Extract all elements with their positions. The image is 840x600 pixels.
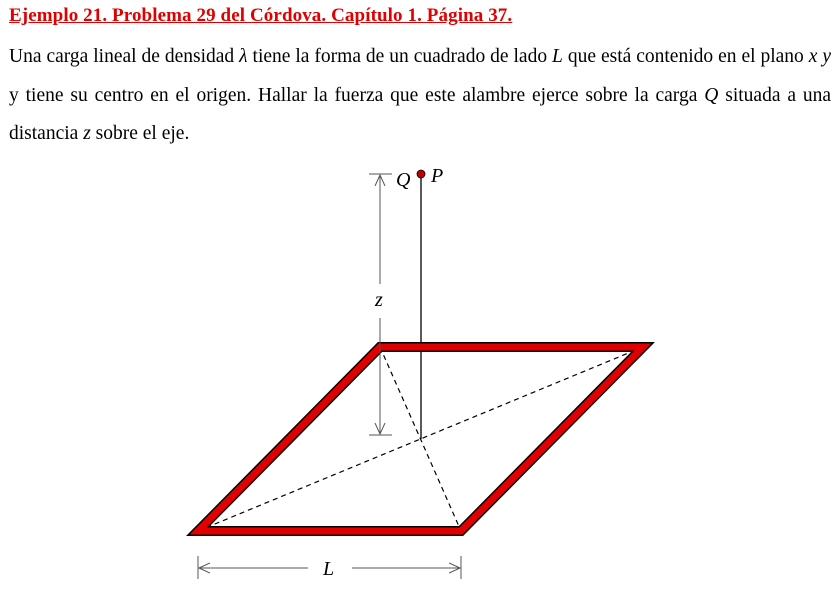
charge-variable: Q [704,84,719,106]
statement-part-1: Una carga lineal de densidad [9,46,235,67]
x-variable: x [808,46,818,67]
lambda-symbol: λ [239,46,248,67]
charge-point [417,170,425,178]
statement-part-3: que está contenido en el plano [567,46,804,67]
statement-part-2: tiene la forma de un cuadrado de lado [252,46,548,67]
statement-part-6: sobre el eje. [95,123,190,144]
label-p: P [431,165,444,187]
statement-part-4: y tiene su centro en el origen. Hallar la fuerza que este alambre ejerce sobre la carga [9,84,698,106]
label-l: L [323,558,335,580]
label-z: z [375,289,383,311]
y-variable: y [822,46,832,67]
statement-part-5: situada a una distancia [9,84,832,144]
page-title: Ejemplo 21. Problema 29 del Córdova. Capítulo 1. Página 37. [9,5,513,26]
label-q: Q [396,169,411,191]
distance-variable: z [83,123,91,144]
side-length-variable: L [552,46,563,67]
